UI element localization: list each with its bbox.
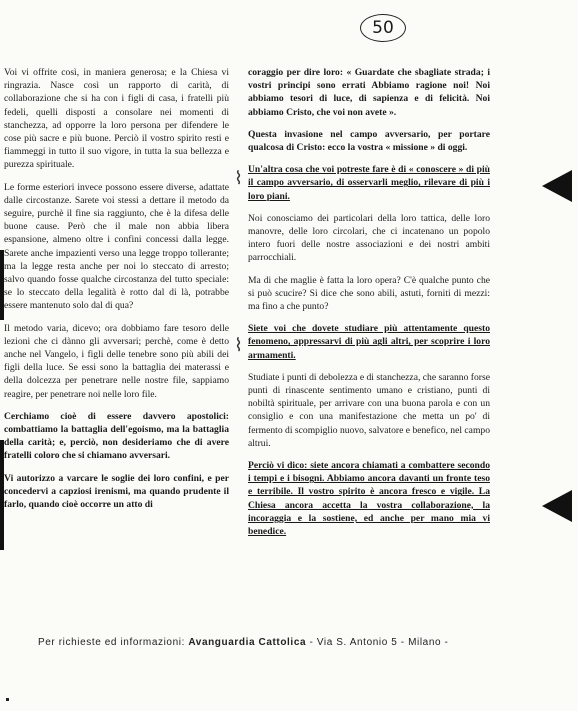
scan-dot [6, 698, 9, 701]
page-footer [38, 637, 448, 648]
squiggle-mark-icon: ⌇ [234, 335, 243, 356]
left-paragraph-4: Cerchiamo cioè di essere davvero apostolici: combattiamo la battaglia dell'egoismo, ma la battaglia della carità; e, perciò, non desideriamo che di avere fratelli coloro che si chiamano avversari. [4, 410, 229, 462]
right-paragraph-8: Perciò vi dico: siete ancora chiamati a combattere secondo i tempi e i bisogni. Abbiamo ancora davanti un fronte teso e terribile. Il vostro spirito è ancora fresco e vigile. La Chiesa ancora accetta la vostra collaborazione, la incoraggia e la sostiene, ed anche per mano mia vi benedice. [248, 460, 490, 538]
left-paragraph-5: Vi autorizzo a varcare le soglie dei loro confini, e per concedervi a capziosi irenismi, ma quando prudente il farlo, quando cioè occorre un atto di [4, 472, 229, 511]
right-paragraph-5: Ma di che maglie è fatta la loro opera? C'è qualche punto che si può scucire? Si dice che sono abili, astuti, forniti di mezzi: ma fino a che punto? [248, 274, 490, 313]
right-paragraph-3: Un'altra cosa che voi potreste fare è di « conoscere » di più il campo avversario, di osservarli meglio, rilevare di più i loro piani. [248, 164, 490, 202]
arrow-left-icon [542, 170, 572, 202]
footer-prefix: Per richieste ed informazioni: [38, 637, 189, 648]
left-paragraph-1: Voi vi offrite così, in maniera generosa; e la Chiesa vi ringrazia. Nasce così un rapporto di carità, di collaborazione che si ha con i figli di casa, i fratelli più fedeli, quelli disposti a consolare nei momenti di stanchezza, ad opporre la loro persona per difendere le cose più sacre e più buone. Perciò il vostro spirito resti e fiammeggi in tutto il suo vigore, in tutta la sua bellezza e purezza spirituale. [4, 67, 229, 171]
margin-bar-marker [0, 440, 4, 550]
right-paragraph-4: Noi conosciamo dei particolari della loro tattica, delle loro manovre, delle loro circolari, che ci incatenano un popolo intero fuori delle nostre associazioni e dei nostri ambiti parrocchiali. [248, 212, 490, 264]
right-paragraph-1: coraggio per dire loro: « Guardate che sbagliate strada; i vostri principi sono errati Abbiamo ragione noi! Noi abbiamo tesori di luce, di sapienza e di felicità. Noi abbiamo Cristo, che voi non avete ». [248, 67, 490, 118]
right-column [248, 66, 490, 547]
right-paragraph-2: Questa invasione nel campo avversario, per portare qualcosa di Cristo: ecco la vostra « missione » di oggi. [248, 128, 490, 154]
left-column [4, 66, 229, 520]
arrow-left-icon [542, 490, 572, 522]
right-paragraph-7: Studiate i punti di debolezza e di stanchezza, che saranno forse punti di rinascente sentimento umano e cristiano, punti di nobiltà spirituale, per arrivare con una buona parola e con un consiglio e con una manifestazione che metta un po' di fermento di scompiglio nuovo, salvatore e benefico, nel campo altrui. [248, 371, 490, 449]
left-paragraph-2: Le forme esteriori invece possono essere diverse, adattate dalle circostanze. Sarete voi stessi a dettare il metodo da seguire, purchè il fine sia raggiunto, che è la difesa delle buone cause. Però che il male non abbia libera espansione, almeno oltre i confini concessi dalla legge. Sarete anche impazienti verso una legge troppo tollerante; ma la legge resta anche per noi lo steccato di arresto; salvo quando fosse qualche circostanza del tutto speciale: se lo steccato della legalità è rotto dal di là, potrabbe essere mantenuto solo dal di qua? [4, 181, 229, 312]
margin-bar-marker [0, 250, 4, 320]
left-paragraph-3: Il metodo varia, dicevo; ora dobbiamo fare tesoro delle lezioni che ci dànno gli avversari; perchè, come è detto anche nel Vangelo, i figli delle tenebre sono più abili dei figli della luce. Se essi sono la battaglia dei materassi e della dolcezza per penetrare nelle nostre file, sappiamo reagire, per penetrare noi nelle loro file. [4, 322, 229, 400]
footer-org: Avanguardia Cattolica [188, 637, 307, 648]
right-paragraph-6: Siete voi che dovete studiare più attentamente questo fenomeno, appressarvi di più agli altri, per scoprire i loro armamenti. [248, 323, 490, 361]
squiggle-mark-icon: ⌇ [234, 168, 243, 189]
footer-address: - Via S. Antonio 5 - Milano - [306, 637, 449, 648]
page-number: 50 [360, 14, 406, 42]
